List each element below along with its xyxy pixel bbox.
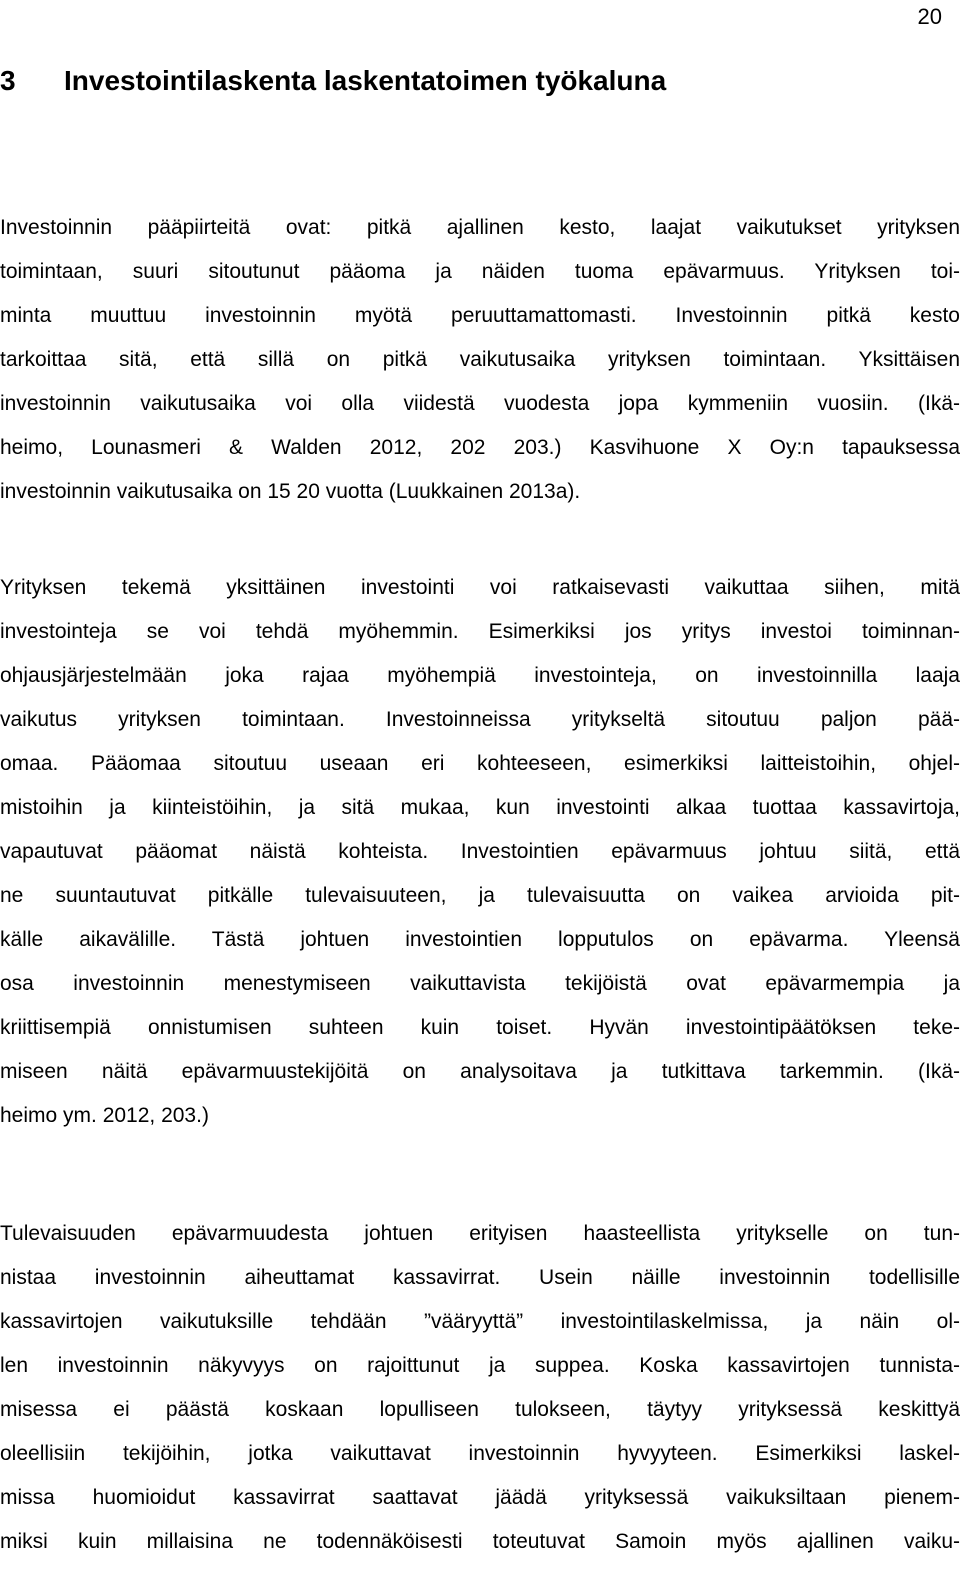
text-line: ohjausjärjestelmään joka rajaa myöhempiä investointeja, on investoinnilla laaja bbox=[0, 664, 960, 687]
paragraph-2 bbox=[0, 566, 960, 1138]
text-line: missa huomioidut kassavirrat saattavat jäädä yrityksessä vaikuksiltaan pienem- bbox=[0, 1486, 960, 1509]
text-line: vapautuvat pääomat näistä kohteista. Investointien epävarmuus johtuu siitä, että bbox=[0, 840, 960, 863]
text-line: investoinnin vaikutusaika on 15 20 vuotta (Luukkainen 2013a). bbox=[0, 480, 581, 503]
text-line: heimo, Lounasmeri & Walden 2012, 202 203.) Kasvihuone X Oy:n tapauksessa bbox=[0, 436, 960, 459]
paragraph-1 bbox=[0, 206, 960, 514]
text-line: källe aikavälille. Tästä johtuen investointien lopputulos on epävarma. Yleensä bbox=[0, 928, 960, 951]
text-line: nistaa investoinnin aiheuttamat kassavirrat. Usein näille investoinnin todellisille bbox=[0, 1266, 960, 1289]
chapter-number: 3 bbox=[0, 65, 16, 96]
text-line: mistoihin ja kiinteistöihin, ja sitä mukaa, kun investointi alkaa tuottaa kassavirtoja, bbox=[0, 796, 960, 819]
text-line: investointeja se voi tehdä myöhemmin. Esimerkiksi jos yritys investoi toiminnan- bbox=[0, 620, 960, 643]
text-line: omaa. Pääomaa sitoutuu useaan eri kohteeseen, esimerkiksi laitteistoihin, ohjel- bbox=[0, 752, 960, 775]
text-line: toimintaan, suuri sitoutunut pääoma ja näiden tuoma epävarmuus. Yrityksen toi- bbox=[0, 260, 960, 283]
text-line: len investoinnin näkyvyys on rajoittunut ja suppea. Koska kassavirtojen tunnista- bbox=[0, 1354, 960, 1377]
text-line: Yrityksen tekemä yksittäinen investointi voi ratkaisevasti vaikuttaa siihen, mitä bbox=[0, 576, 960, 599]
text-line: miseen näitä epävarmuustekijöitä on analysoitava ja tutkittava tarkemmin. (Ikä- bbox=[0, 1060, 960, 1083]
chapter-heading bbox=[0, 62, 960, 100]
text-line: ne suuntautuvat pitkälle tulevaisuuteen, ja tulevaisuutta on vaikea arvioida pit- bbox=[0, 884, 960, 907]
text-line: heimo ym. 2012, 203.) bbox=[0, 1104, 209, 1127]
text-line: miksi kuin millaisina ne todennäköisesti toteutuvat Samoin myös ajallinen vaiku- bbox=[0, 1530, 960, 1553]
paragraph-3 bbox=[0, 1212, 960, 1564]
text-line: osa investoinnin menestymiseen vaikuttavista tekijöistä ovat epävarmempia ja bbox=[0, 972, 960, 995]
text-line: Tulevaisuuden epävarmuudesta johtuen erityisen haasteellista yritykselle on tun- bbox=[0, 1222, 960, 1245]
text-line: oleellisiin tekijöihin, jotka vaikuttavat investoinnin hyvyyteen. Esimerkiksi laskel- bbox=[0, 1442, 960, 1465]
text-line: Investoinnin pääpiirteitä ovat: pitkä ajallinen kesto, laajat vaikutukset yrityksen bbox=[0, 216, 960, 239]
page-number: 20 bbox=[917, 4, 942, 29]
text-line: kassavirtojen vaikutuksille tehdään ”vääryyttä” investointilaskelmissa, ja näin ol- bbox=[0, 1310, 960, 1333]
text-line: investoinnin vaikutusaika voi olla viidestä vuodesta jopa kymmeniin vuosiin. (Ikä- bbox=[0, 392, 960, 415]
text-line: vaikutus yrityksen toimintaan. Investoinneissa yritykseltä sitoutuu paljon pää- bbox=[0, 708, 960, 731]
text-line: minta muuttuu investoinnin myötä peruuttamattomasti. Investoinnin pitkä kesto bbox=[0, 304, 960, 327]
chapter-title: Investointilaskenta laskentatoimen työkaluna bbox=[64, 65, 667, 96]
text-line: tarkoittaa sitä, että sillä on pitkä vaikutusaika yrityksen toimintaan. Yksittäisen bbox=[0, 348, 960, 371]
text-line: kriittisempiä onnistumisen suhteen kuin toiset. Hyvän investointipäätöksen teke- bbox=[0, 1016, 960, 1039]
text-line: misessa ei päästä koskaan lopulliseen tulokseen, täytyy yrityksessä keskittyä bbox=[0, 1398, 960, 1421]
